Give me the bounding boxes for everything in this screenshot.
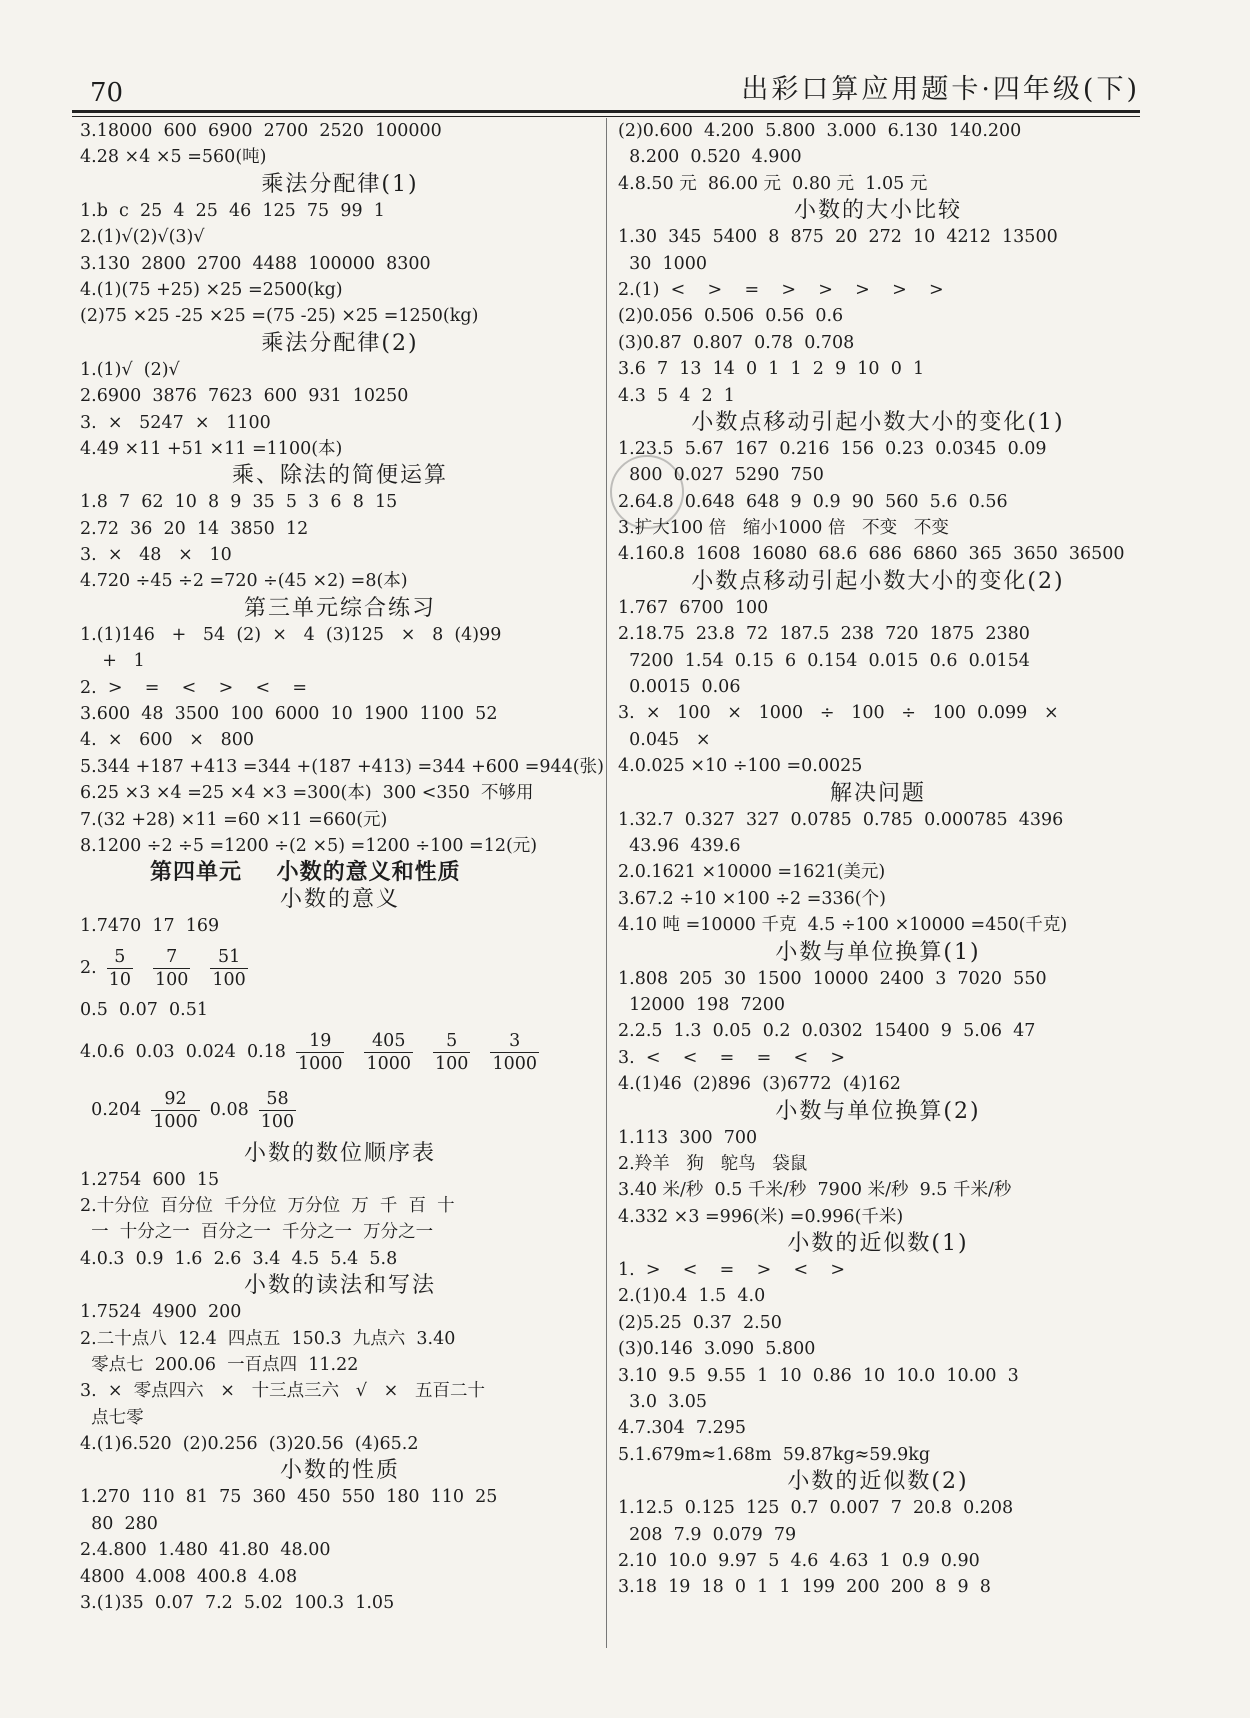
fraction <box>490 1030 539 1075</box>
answer-line: 3. × 零点四六 × 十三点三六 √ × 五百二十 <box>80 1381 486 1402</box>
section-heading: 小数的性质 <box>279 1458 400 1484</box>
answer-line: 4.332 ×3 =996(米) =0.996(千米) <box>618 1206 904 1227</box>
answer-line: (2)0.056 0.506 0.56 0.6 <box>618 306 844 327</box>
section-heading: 小数的近似数(2) <box>787 1469 969 1495</box>
answer-line: 4.(1)(75 +25) ×25 =2500(kg) <box>80 279 343 300</box>
answer-line: 一 十分之一 百分之一 千分之一 万分之一 <box>80 1222 434 1243</box>
answer-line: 2.(1)0.4 1.5 4.0 <box>618 1286 766 1307</box>
answer-line: (2)75 ×25 -25 ×25 =(75 -25) ×25 =1250(kg) <box>80 306 479 327</box>
answer-line: 4.3 5 4 2 1 <box>618 385 735 406</box>
answer-line-fraction <box>80 1024 600 1082</box>
numerator: 5 <box>114 946 126 967</box>
section-heading: 第三单元综合练习 <box>243 595 436 621</box>
denominator: 10 <box>108 969 131 990</box>
section-heading: 小数的意义 <box>279 886 400 912</box>
answer-line: 7200 1.54 0.15 6 0.154 0.015 0.6 0.0154 <box>618 650 1030 671</box>
answer-line: (2)0.600 4.200 5.800 3.000 6.130 140.200 <box>618 121 1022 141</box>
section-heading: 小数的大小比较 <box>793 198 962 224</box>
numerator: 405 <box>372 1031 406 1052</box>
answer-line: 1.8 7 62 10 8 9 35 5 3 6 8 15 <box>80 492 398 513</box>
numerator: 3 <box>509 1031 521 1052</box>
answer-line: 点七零 <box>80 1407 144 1428</box>
answer-line: (3)0.87 0.807 0.78 0.708 <box>618 332 855 353</box>
answer-line: 800 0.027 5290 750 <box>618 465 824 486</box>
section-heading: 小数与单位换算(2) <box>775 1098 981 1124</box>
answer-line: 2.0.1621 ×10000 =1621(美元) <box>618 862 886 883</box>
answer-line: 3.18 19 18 0 1 1 199 200 200 8 9 8 <box>618 1577 991 1598</box>
answer-line: 2.(1) < > = > > > > > <box>618 279 944 300</box>
answer-line: 3. < < = = < > <box>618 1047 846 1068</box>
answer-line: 30 1000 <box>618 253 708 274</box>
answer-line: 4.160.8 1608 16080 68.6 686 6860 365 3650 36500 <box>618 544 1125 565</box>
left-column <box>80 118 604 1616</box>
answer-line: 12000 198 7200 <box>618 994 785 1015</box>
answer-line: 3.10 9.5 9.55 1 10 0.86 10 10.0 10.00 3 <box>618 1365 1019 1386</box>
fraction <box>364 1030 413 1075</box>
answer-line: 3.600 48 3500 100 6000 10 1900 1100 52 <box>80 704 498 725</box>
denominator: 100 <box>212 969 246 990</box>
answer-line: 1.12.5 0.125 125 0.7 0.007 7 20.8 0.208 <box>618 1498 1014 1519</box>
answer-line: 208 7.9 0.079 79 <box>618 1524 797 1545</box>
answer-line-fraction <box>80 939 600 997</box>
answer-line: 2.18.75 23.8 72 187.5 238 720 1875 2380 <box>618 624 1030 645</box>
answer-line: 1.7524 4900 200 <box>80 1302 242 1323</box>
numerator: 92 <box>164 1089 187 1110</box>
answer-line: 1.(1)√ (2)√ <box>80 359 180 380</box>
answer-line: (2)5.25 0.37 2.50 <box>618 1312 782 1333</box>
answer-line: 1.7470 17 169 <box>80 915 220 936</box>
answer-line: 4.(1)46 (2)896 (3)6772 (4)162 <box>618 1074 901 1095</box>
fraction <box>210 946 247 991</box>
denominator: 100 <box>435 1054 469 1075</box>
answer-line: 6.25 ×3 ×4 =25 ×4 ×3 =300(本) 300 <350 不够用 <box>80 783 534 804</box>
denominator: 1000 <box>153 1112 198 1133</box>
denominator: 1000 <box>492 1054 537 1075</box>
denominator: 1000 <box>366 1054 412 1075</box>
answer-line: 8.200 0.520 4.900 <box>618 147 802 168</box>
answer-line: 1.808 205 30 1500 10000 2400 3 7020 550 <box>618 968 1047 989</box>
answer-line: 2.十分位 百分位 千分位 万分位 万 千 百 十 <box>80 1195 455 1216</box>
answer-line: 0.045 × <box>618 729 711 750</box>
numerator: 19 <box>309 1031 332 1052</box>
answer-line: 4.0.025 ×10 ÷100 =0.0025 <box>618 756 863 777</box>
denominator: 100 <box>154 969 189 990</box>
answer-line: 1.32.7 0.327 327 0.0785 0.785 0.000785 4396 <box>618 809 1064 830</box>
answer-line: 4.8.50 元 86.00 元 0.80 元 1.05 元 <box>618 173 928 194</box>
fraction <box>259 1088 296 1133</box>
answer-text: 4.0.6 0.03 0.024 0.18 <box>80 1042 286 1063</box>
answer-line: 1. > < = > < > <box>618 1260 846 1281</box>
answer-line: 3.40 米/秒 0.5 千米/秒 7900 米/秒 9.5 千米/秒 <box>618 1180 1012 1201</box>
answer-text: 2. <box>80 957 97 978</box>
fraction <box>153 946 190 991</box>
answer-line: 3.(1)35 0.07 7.2 5.02 100.3 1.05 <box>80 1593 395 1614</box>
section-heading: 解决问题 <box>829 780 926 806</box>
page-header <box>72 70 1140 113</box>
answer-line: 1.30 345 5400 8 875 20 272 10 4212 13500 <box>618 227 1058 248</box>
answer-line: 3. × 100 × 1000 ÷ 100 ÷ 100 0.099 × <box>618 703 1059 724</box>
numerator: 58 <box>266 1089 289 1110</box>
right-column <box>618 118 1138 1601</box>
fraction <box>296 1030 345 1075</box>
answer-line: 3. × 48 × 10 <box>80 545 232 566</box>
section-heading: 小数的读法和写法 <box>243 1273 436 1299</box>
fraction <box>107 946 133 991</box>
answer-line: 2.10 10.0 9.97 5 4.6 4.63 1 0.9 0.90 <box>618 1550 980 1571</box>
answer-line: + 1 <box>80 651 145 672</box>
answer-line: 2. > = < > < = <box>80 677 308 698</box>
section-heading: 小数的数位顺序表 <box>243 1140 436 1166</box>
answer-line: 4.49 ×11 +51 ×11 =1100(本) <box>80 438 343 459</box>
answer-line: 4800 4.008 400.8 4.08 <box>80 1566 298 1587</box>
answer-text: 0.204 <box>80 1100 142 1121</box>
column-divider <box>606 118 607 1648</box>
answer-line: 2.二十点八 12.4 四点五 150.3 九点六 3.40 <box>80 1328 456 1349</box>
section-heading: 小数点移动引起小数大小的变化(1) <box>691 409 1065 435</box>
answer-line: 2.(1)√(2)√(3)√ <box>80 227 205 248</box>
answer-line: 1.767 6700 100 <box>618 597 769 618</box>
answer-line: 4.0.3 0.9 1.6 2.6 3.4 4.5 5.4 5.8 <box>80 1248 398 1269</box>
answer-line: 1.113 300 700 <box>618 1127 758 1148</box>
numerator: 51 <box>217 946 241 967</box>
answer-line: 4.720 ÷45 ÷2 =720 ÷(45 ×2) =8(本) <box>80 571 408 592</box>
answer-line: 5.1.679m≈1.68m 59.87kg≈59.9kg <box>618 1444 931 1465</box>
answer-line-fraction <box>80 1082 600 1140</box>
answer-line: 2.2.5 1.3 0.05 0.2 0.0302 15400 9 5.06 47 <box>618 1021 1036 1042</box>
answer-line: 2.6900 3876 7623 600 931 10250 <box>80 386 409 407</box>
answer-line: 0.0015 0.06 <box>618 677 741 698</box>
answer-line: 0.5 0.07 0.51 <box>80 1000 209 1021</box>
fraction <box>433 1030 470 1075</box>
section-heading: 小数与单位换算(1) <box>775 939 981 965</box>
answer-line: 零点七 200.06 一百点四 11.22 <box>80 1354 359 1375</box>
answer-line: 3.130 2800 2700 4488 100000 8300 <box>80 253 431 274</box>
section-heading: 小数的近似数(1) <box>787 1231 969 1257</box>
answer-line: 80 280 <box>80 1513 158 1534</box>
numerator: 5 <box>446 1031 458 1052</box>
answer-line: 3. × 5247 × 1100 <box>80 412 271 433</box>
section-heading: 小数点移动引起小数大小的变化(2) <box>691 568 1065 594</box>
answer-line: 3.0 3.05 <box>618 1392 708 1413</box>
answer-line: 3.18000 600 6900 2700 2520 100000 <box>80 121 442 141</box>
answer-line: 1.2754 600 15 <box>80 1169 220 1190</box>
answer-line: 7.(32 +28) ×11 =60 ×11 =660(元) <box>80 809 388 830</box>
unit-heading: 第四单元 小数的意义和性质 <box>150 859 461 886</box>
answer-line: 1.b c 25 4 25 46 125 75 99 1 <box>80 200 385 221</box>
section-heading: 乘法分配律(2) <box>261 330 419 356</box>
answer-line: 3.扩大100 倍 缩小1000 倍 不变 不变 <box>618 518 949 539</box>
answer-line: 2.72 36 20 14 3850 12 <box>80 518 309 539</box>
answer-line: 1.270 110 81 75 360 450 550 180 110 25 <box>80 1487 498 1508</box>
answer-line: 1.(1)146 + 54 (2) × 4 (3)125 × 8 (4)99 <box>80 624 502 645</box>
book-title: 出彩口算应用题卡·四年级(下) <box>741 74 1140 105</box>
numerator: 7 <box>166 946 178 967</box>
section-heading: 乘、除法的简便运算 <box>231 463 448 489</box>
answer-line: 4.(1)6.520 (2)0.256 (3)20.56 (4)65.2 <box>80 1434 419 1455</box>
answer-line: (3)0.146 3.090 5.800 <box>618 1339 816 1360</box>
section-heading: 乘法分配律(1) <box>261 171 419 197</box>
answer-line: 2.羚羊 狗 鸵鸟 袋鼠 <box>618 1153 808 1174</box>
answer-line: 4.28 ×4 ×5 =560(吨) <box>80 147 267 168</box>
denominator: 100 <box>260 1112 295 1133</box>
answer-line: 3.6 7 13 14 0 1 1 2 9 10 0 1 <box>618 359 925 380</box>
fraction <box>151 1088 200 1133</box>
answer-line: 2.4.800 1.480 41.80 48.00 <box>80 1540 331 1561</box>
answer-line: 8.1200 ÷2 ÷5 =1200 ÷(2 ×5) =1200 ÷100 =12(元) <box>80 835 538 856</box>
answer-line: 2.64.8 0.648 648 9 0.9 90 560 5.6 0.56 <box>618 491 1008 512</box>
answer-line: 3.67.2 ÷10 ×100 ÷2 =336(个) <box>618 888 886 909</box>
answer-line: 1.23.5 5.67 167 0.216 156 0.23 0.0345 0.09 <box>618 438 1047 459</box>
answer-line: 4.10 吨 =10000 千克 4.5 ÷100 ×10000 =450(千克) <box>618 915 1068 936</box>
page-number: 70 <box>90 78 124 108</box>
answer-line: 4. × 600 × 800 <box>80 730 255 751</box>
answer-line: 5.344 +187 +413 =344 +(187 +413) =344 +600 =944(张) <box>80 756 604 777</box>
answer-line: 4.7.304 7.295 <box>618 1418 747 1439</box>
answer-text: 0.08 <box>209 1100 249 1121</box>
denominator: 1000 <box>297 1054 343 1075</box>
answer-line: 43.96 439.6 <box>618 835 741 856</box>
